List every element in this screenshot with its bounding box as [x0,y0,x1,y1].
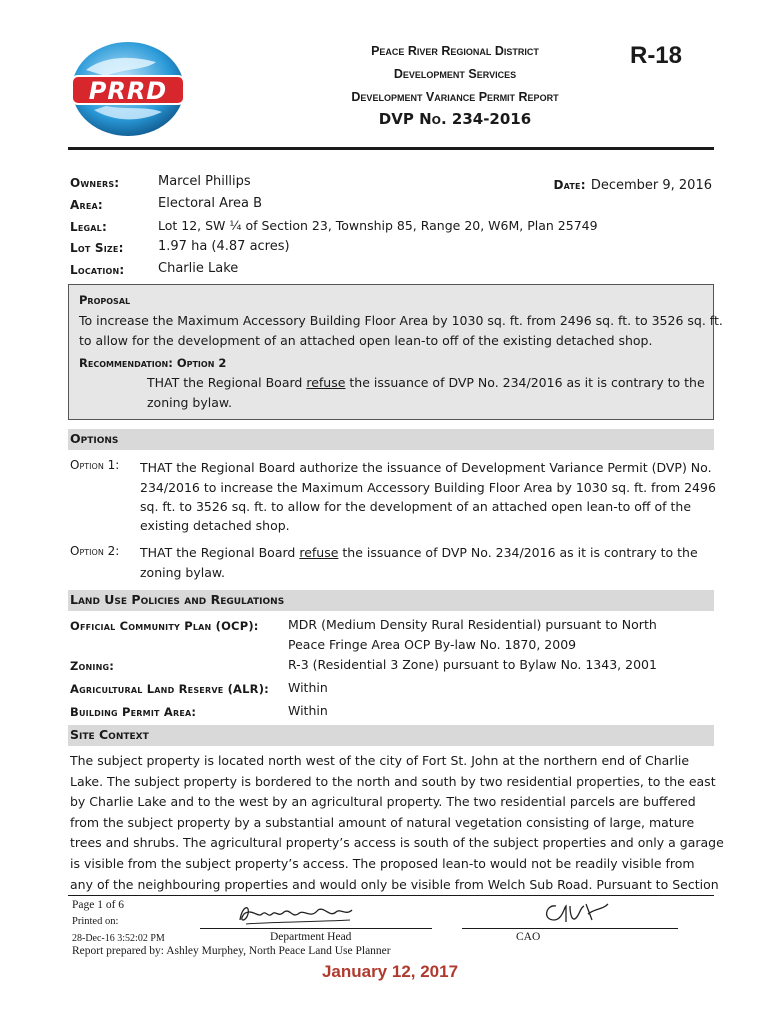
zoning-label: Zoning: [70,659,115,673]
site-context-band [68,725,714,746]
site-line: from the subject property by a substantial amount of natural vegetation consisting of large, mature [70,814,695,830]
header-rule [68,147,714,150]
site-line: trees and shrubs. The agricultural property’s access is south of the subject properties and only a garage [70,835,724,851]
cao-label: CAO [516,931,541,943]
option1-line1: THAT the Regional Board authorize the issuance of Development Variance Permit (DVP) No. [140,460,712,475]
legal-value: Lot 12, SW ¼ of Section 23, Township 85, Range 20, W6M, Plan 25749 [158,218,598,233]
site-line: Lake. The subject property is bordered to the north and south by two residential properties, to the east [70,773,716,789]
zoning-value: R-3 (Residential 3 Zone) pursuant to Bylaw No. 1343, 2001 [288,657,657,672]
site-line: is visible from the subject property’s access. The proposed lean-to would not be readily visible from [70,855,695,871]
dept-head-sign-line [200,928,432,929]
lot-size-value: 1.97 ha (4.87 acres) [158,239,290,254]
bpa-value: Within [288,703,328,718]
report-code: R-18 [629,42,683,69]
org-name: Peace River Regional District [371,44,539,58]
department-head-label: Department Head [270,931,352,943]
option2-label: Option 2: [70,544,120,558]
date-label: Date: [553,178,586,192]
site-line: The subject property is located north west of the city of Fort St. John at the northern end of Charlie [70,753,690,768]
options-band [68,429,714,450]
area-label: Area: [70,198,103,212]
location-value: Charlie Lake [158,261,239,276]
printed-on-label: Printed on: [72,916,119,927]
option2-underlined: refuse [299,545,339,560]
recommendation-heading: Recommendation: Option 2 [79,356,227,370]
land-use-heading: Land Use Policies and Regulations [70,592,285,607]
prrd-logo [66,40,190,138]
recommendation-line1 [147,375,717,390]
permit-number: DVP No. 234-2016 [378,110,532,128]
option2-pre: THAT the Regional Board [140,545,300,560]
alr-label: Agricultural Land Reserve (ALR): [70,682,269,696]
proposal-text-line1: To increase the Maximum Accessory Building Floor Area by 1030 sq. ft. from 2496 sq. ft. to 3526 sq. ft. [79,313,723,328]
owners-value: Marcel Phillips [158,174,251,189]
rec-underlined: refuse [306,375,346,390]
bpa-label: Building Permit Area: [70,705,197,719]
cao-sign-line [462,928,678,929]
option2-line1 [140,545,698,560]
alr-value: Within [288,680,328,695]
recommendation-line2: zoning bylaw. [147,395,232,410]
proposal-heading: Proposal [79,293,131,307]
rec-pre: THAT the Regional Board [147,375,307,390]
area-value: Electoral Area B [158,196,263,211]
report-type: Development Variance Permit Report [351,90,559,104]
option1-line4: existing detached shop. [140,518,290,533]
site-line: any of the neighbouring properties and would only be visible from Welch Sub Road. Pursuant to Section [70,876,719,892]
logo-text: PRRD [88,77,168,105]
rec-post: the issuance of DVP No. 234/2016 as it is contrary to the [345,375,705,390]
location-label: Location: [70,263,125,277]
land-use-band [68,590,714,611]
date-value: December 9, 2016 [590,178,712,193]
ocp-line1: MDR (Medium Density Rural Residential) pursuant to North [288,617,657,632]
page-number: Page 1 of 6 [72,899,125,911]
ocp-line2: Peace Fringe Area OCP By-law No. 1870, 2009 [288,637,577,652]
option2-post: the issuance of DVP No. 234/2016 as it is contrary to the [338,545,698,560]
stamp-date: January 12, 2017 [321,962,459,981]
footer-rule [68,895,714,896]
lot-size-label: Lot Size: [70,241,124,255]
site-context-paragraph [70,751,724,895]
prepared-by: Report prepared by: Ashley Murphey, North Peace Land Use Planner [72,945,391,957]
owners-label: Owners: [70,176,120,190]
legal-label: Legal: [70,220,107,234]
signature-scribble-icon [536,898,616,928]
ocp-label: Official Community Plan (OCP): [70,619,259,633]
department-name: Development Services [393,67,517,81]
printed-date: 28-Dec-16 3:52:02 PM [72,933,165,944]
option1-line3: sq. ft. to 3526 sq. ft. to allow for the development of an attached open lean-to off of the [140,499,692,514]
site-line: by Charlie Lake and to the west by an agricultural property. The two residential parcels are buffered [70,794,696,810]
option1-line2: 234/2016 to increase the Maximum Accessory Building Floor Area by 1030 sq. ft. from 2496 [140,480,716,495]
option1-label: Option 1: [70,458,120,472]
options-heading: Options [70,431,119,446]
option2-line2: zoning bylaw. [140,565,225,580]
signature-department-head [232,900,362,928]
signature-scribble-icon [232,900,362,928]
proposal-box [68,284,723,420]
site-context-heading: Site Context [70,727,149,742]
proposal-text-line2: to allow for the development of an attached open lean-to off of the existing detached shop. [79,333,653,348]
date-field [500,174,712,193]
signature-cao [536,898,616,928]
